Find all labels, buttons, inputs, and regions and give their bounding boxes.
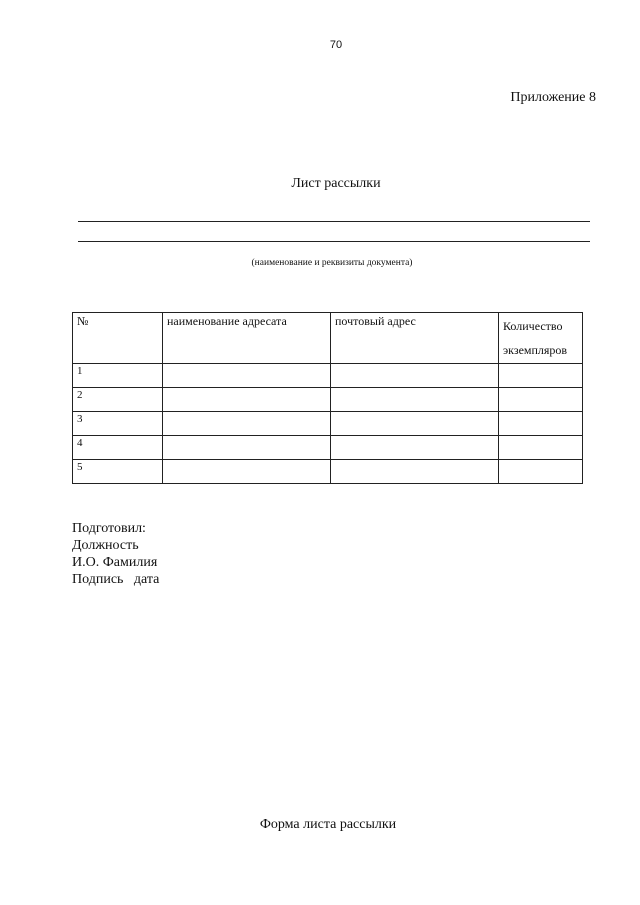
- document-title: Лист рассылки: [291, 176, 381, 191]
- header-number: №: [73, 313, 163, 364]
- name-label: И.О. Фамилия: [72, 555, 158, 570]
- cell-copies: [499, 364, 583, 388]
- cell-number: 3: [73, 412, 163, 436]
- header-addressee: наименование адресата: [163, 313, 331, 364]
- cell-copies: [499, 460, 583, 484]
- cell-postal-address: [331, 436, 499, 460]
- form-caption: Форма листа рассылки: [259, 817, 397, 832]
- table-header-row: [73, 313, 583, 364]
- signoff-block: [72, 520, 159, 588]
- cell-postal-address: [331, 460, 499, 484]
- header-copies: Количество экземпляров: [499, 313, 583, 364]
- header-postal-address: почтовый адрес: [331, 313, 499, 364]
- page-number: 70: [329, 39, 343, 51]
- cell-addressee: [163, 436, 331, 460]
- cell-number: 5: [73, 460, 163, 484]
- table-row: [73, 364, 583, 388]
- cell-addressee: [163, 460, 331, 484]
- cell-postal-address: [331, 388, 499, 412]
- cell-number: 1: [73, 364, 163, 388]
- cell-copies: [499, 436, 583, 460]
- cell-number: 4: [73, 436, 163, 460]
- cell-number: 2: [73, 388, 163, 412]
- document-caption: (наименование и реквизиты документа): [251, 258, 413, 268]
- position-label: Должность: [72, 538, 139, 553]
- table-row: [73, 388, 583, 412]
- blank-line-1: [78, 221, 590, 222]
- cell-copies: [499, 388, 583, 412]
- blank-line-2: [78, 241, 590, 242]
- cell-addressee: [163, 412, 331, 436]
- prepared-by-label: Подготовил:: [72, 521, 146, 536]
- cell-copies: [499, 412, 583, 436]
- cell-postal-address: [331, 412, 499, 436]
- distribution-table: [72, 312, 583, 484]
- signature-date-label: Подпись дата: [72, 572, 160, 587]
- table-row: [73, 412, 583, 436]
- cell-addressee: [163, 388, 331, 412]
- cell-addressee: [163, 364, 331, 388]
- cell-postal-address: [331, 364, 499, 388]
- table-row: [73, 436, 583, 460]
- table-row: [73, 460, 583, 484]
- appendix-label: Приложение 8: [510, 90, 596, 105]
